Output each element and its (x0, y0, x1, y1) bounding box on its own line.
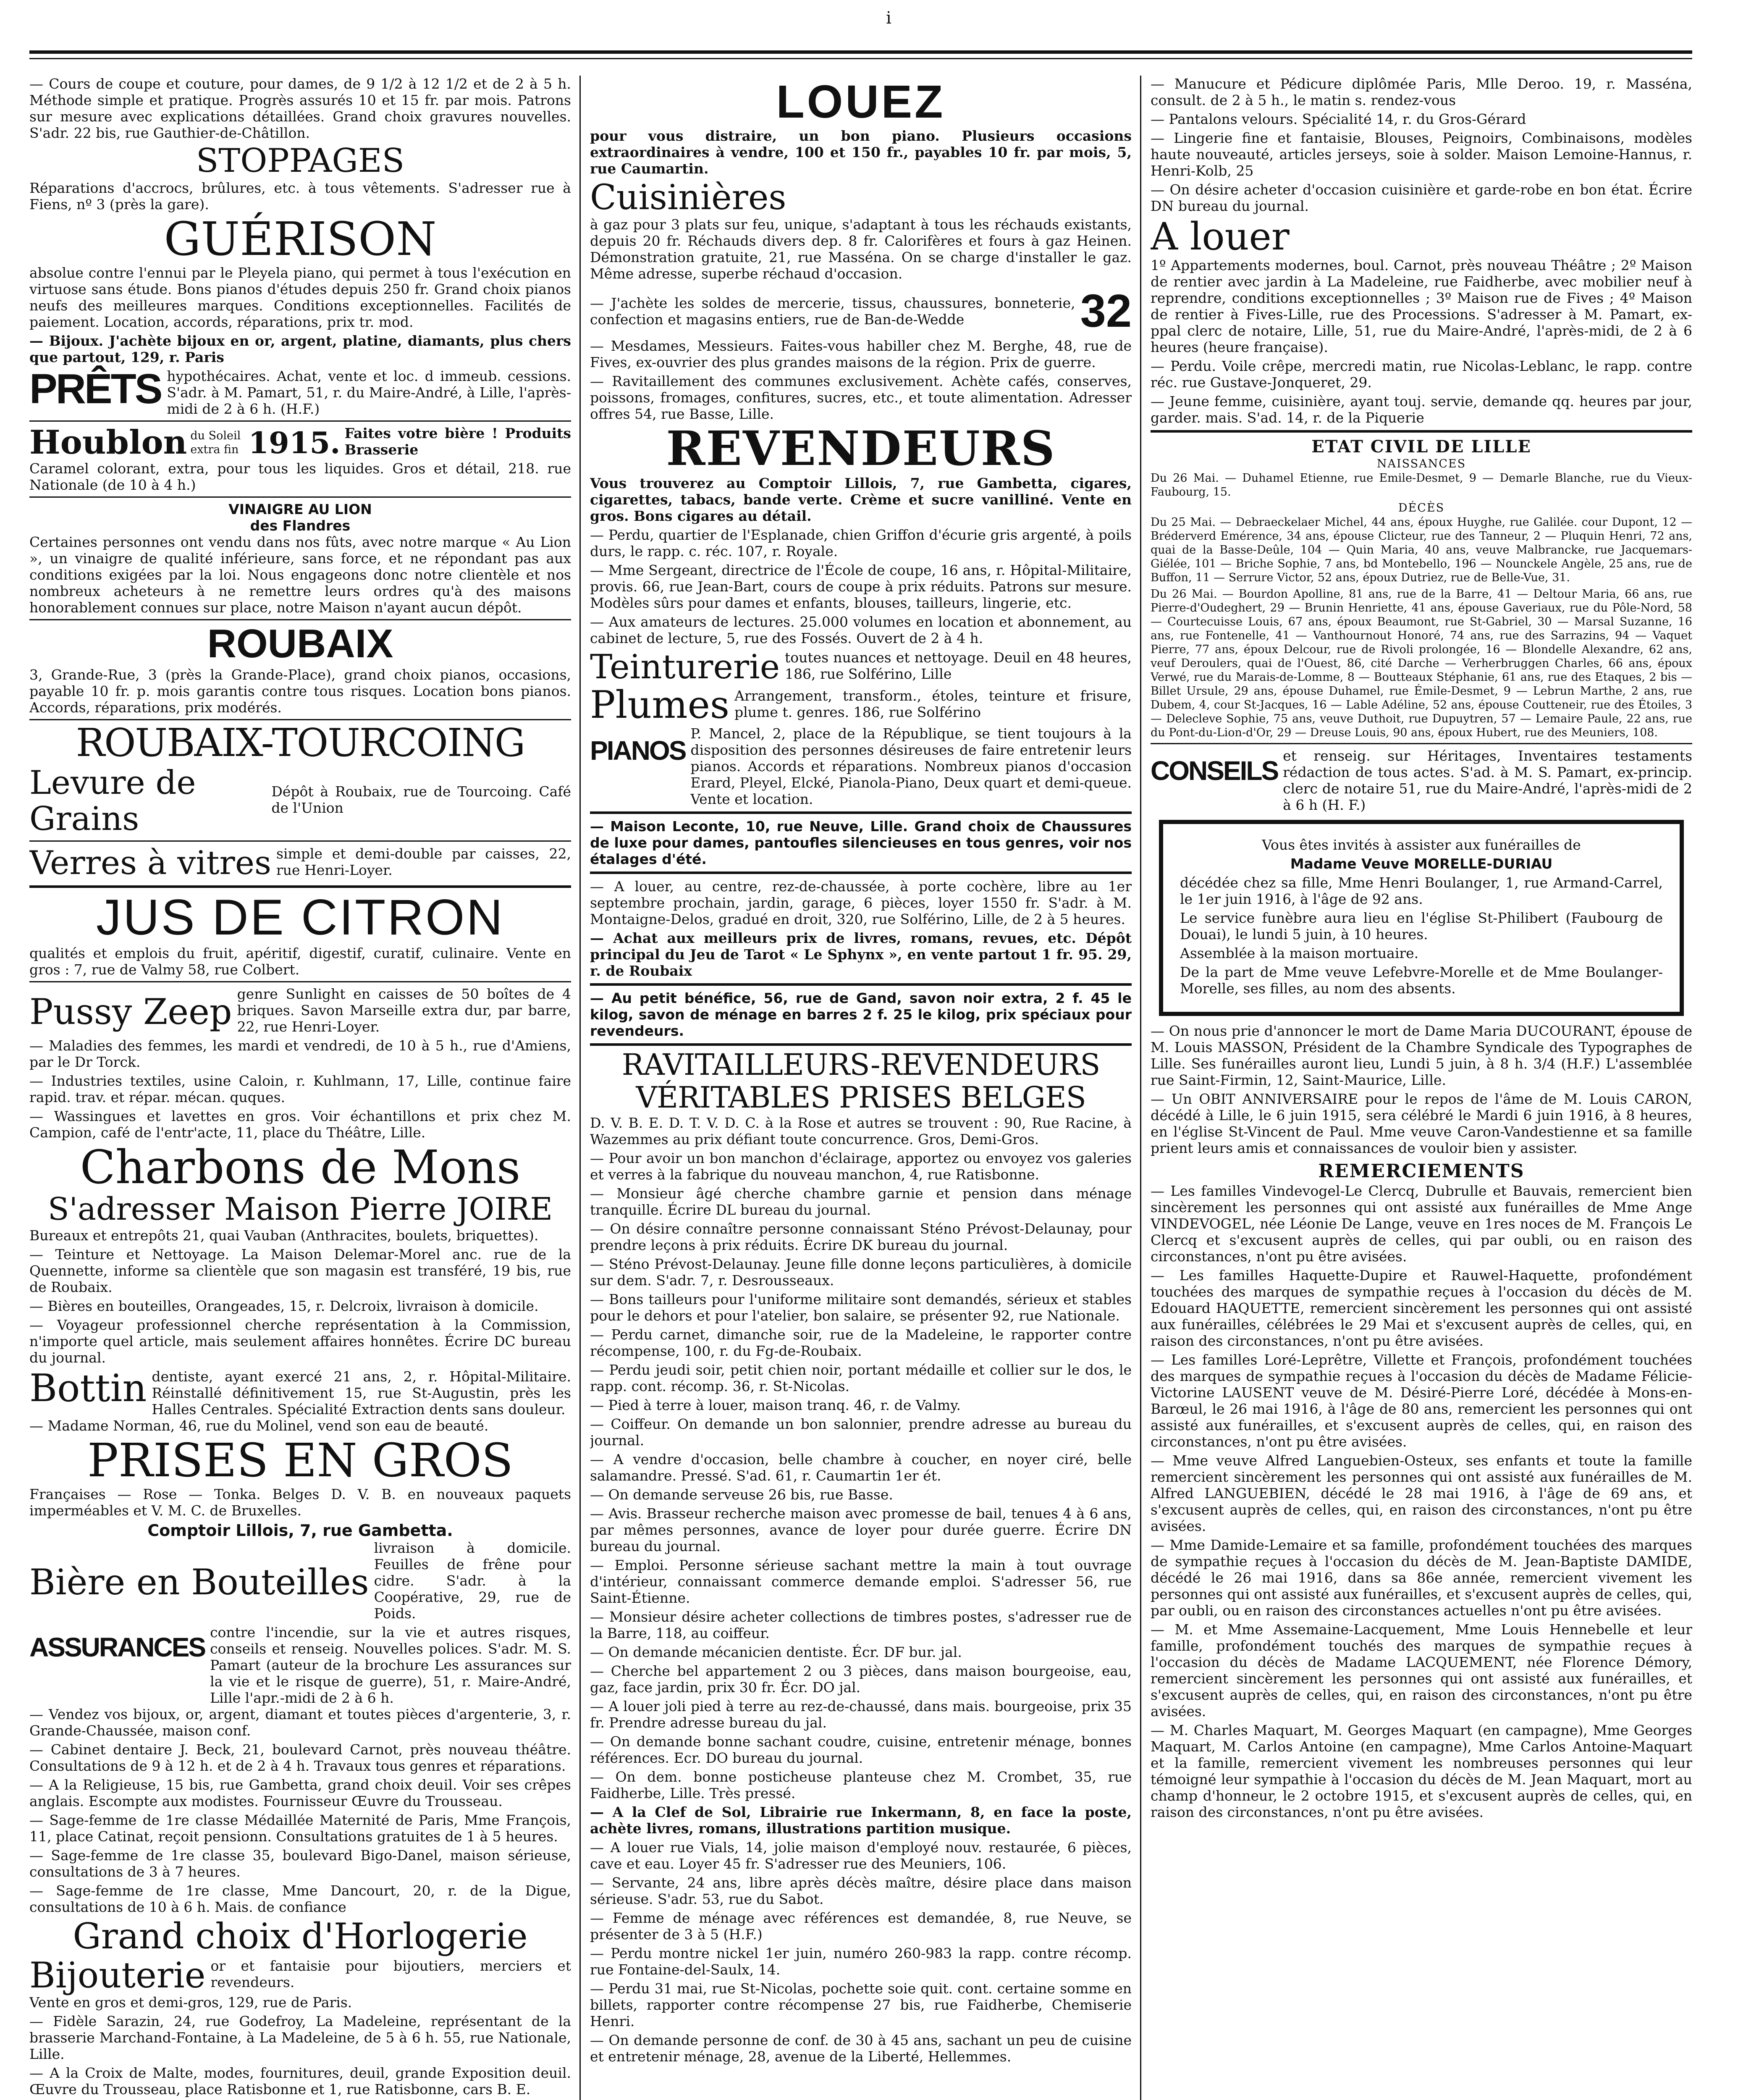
newspaper-page (29, 8, 1692, 2100)
rem3: — Les familles Loré-Leprêtre, Villette et François, profondément touchées des marques de sympathie reçues à l'occasion du décès de Madame Félicie-Victorine LAUSENT veuve de M. Désiré-Pierre Loré, décédée à Mons-en-Barœul, le 26 mai 1916, à l'âge de 80 ans, remercient les personnes qui ont assisté aux funérailles, et s'excusent auprès de celles, qui, en raison des circonstances, n'ont pu être avisées. (1151, 1352, 1692, 1450)
louer-title: A louer (1151, 215, 1290, 259)
ad-roubaix: 3, Grande-Rue, 3 (près la Grande-Place), grand choix pianos, occasions, payable 10 fr. p. mois garantis contre tous risques. Location bons pianos. Accords, réparations, prix modérés. (29, 667, 571, 716)
folio: i (886, 8, 891, 28)
ad-religieuse: — A la Religieuse, 15 bis, rue Gambetta, grand choix deuil. Voir ses crêpes anglais. Escompte aux modistes. Fournisseur Œuvre du Trousseau. (29, 1777, 571, 1809)
rem6: — M. et Mme Assemaine-Lacquement, Mme Louis Hennebelle et leur famille, profondément touchés des marques de sympathie reçues à l'occasion du décès de Madame LACQUEMENT, née Florence Démory, remercient sincèrement les personnes qui ont assisté aux funérailles, et s'excusent auprès de celles, qui, en raison des circonstances, n'ont pu être avisées. (1151, 1621, 1692, 1719)
ad-voyageur: — Voyageur professionnel cherche représentation à la Commission, n'importe quel article, mais seulement affaires honnêtes. Écrire DC bureau du journal. (29, 1317, 571, 1366)
pianos-title: PIANOS (590, 735, 686, 766)
verres-title: Verres à vitres (29, 844, 272, 882)
ad-mesdames: — Mesdames, Messieurs. Faites-vous habiller chez M. Berghe, 48, rue de Fives, ex-ouvrier des plus grandes maisons de la région. Prix de guerre. (590, 338, 1132, 370)
ad-industries: — Industries textiles, usine Caloin, r. Kuhlmann, 17, Lille, continue faire rapid. trav. et répar. mécan. quques. (29, 1073, 571, 1105)
ad-assurances (29, 1624, 571, 1706)
ad-prises: Françaises — Rose — Tonka. Belges D. V. B. en nouveaux paquets imperméables et V. M. C. de Bruxelles. (29, 1486, 571, 1519)
joire-title: S'adresser Maison Pierre JOIRE (47, 1191, 553, 1227)
deces-text2: Du 26 Mai. — Bourdon Apolline, 81 ans, rue de la Barre, 41 — Deltour Maria, 66 ans, rue Pierre-d'Oudeghert, 29 — Brunin Henriette, 41 ans, épouse Gaveriaux, rue du Pôle-Nord, 58 — Courtecuisse Louis, 67 ans, époux Beaumont, rue St-Gabriel, 30 — Marsal Suzanne, 16 ans, rue Fontenelle, 41 — Vanthournout Honoré, 74 ans, rue des Sarrazins, 94 — Vaquet Pierre, 77 ans, époux Delcour, rue de Rivoli prolongée, 16 — Blondelle Alexandre, 62 ans, veuf Deroulers, quai de l'Ouest, 86, cité Darche — Verherbruggen Charles, 66 ans, époux Verwé, rue du Marais-de-Lomme, 8 — Boutteaux Stéphanie, 61 ans, rue des Etaques, 2 bis — Billet Ursule, 29 ans, épouse Duhamel, rue Émile-Desmet, 9 — Lebrun Marthe, 2 ans, rue Dubem, 4, cour St-Jacques, 16 — Lable Adéline, 52 ans, épouse Coutteneir, rue des Étoiles, 3 — Delecleve Sophie, 75 ans, veuve Duthoit, rue Dupuytren, 57 — Lemaire Paule, 22 ans, rue du Pont-du-Lion-d'Or, 29 — Dreuse Louis, 90 ans, époux Hubert, rue des Meuniers, 108. (1151, 588, 1692, 739)
ad-steno2: — Sténo Prévost-Delaunay. Jeune fille donne leçons particulières, à domicile sur dem. S'adr. 7, r. Desrousseaux. (590, 1256, 1132, 1289)
ad-guerison: absolue contre l'ennui par le Pleyela piano, qui permet à tous l'exécution en virtuose sans étude. Bons pianos d'études depuis 250 fr. Grand choix pianos neufs des meilleures marques. Conditions exceptionnelles. Facilités de paiement. Location, accords, réparations, prix tr. mod. (29, 265, 571, 330)
ad-pied: — Pied à terre à louer, maison tranq. 46, r. de Valmy. (590, 1397, 961, 1413)
ad-steno: — On désire connaître personne connaissant Sténo Prévost-Delaunay, pour prendre leçons à prix réduits. Écrire DK bureau du journal. (590, 1221, 1132, 1253)
ad-louer-centre: — A louer, au centre, rez-de-chaussée, à porte cochère, libre au 1er septembre prochain, jardin, garage, 6 pièces, loyer 1550 fr. S'adr. à M. Montaigne-Delos, gradué en droit, 320, rue Solférino, Lille, de 2 à 5 heures. (590, 878, 1132, 927)
rem1: — Les familles Vindevogel-Le Clercq, Dubrulle et Bauvais, remercient bien sincèrement les personnes qui ont assisté aux funérailles de Mme Ange VINDEVOGEL, née Léonie De Lange, veuve en 1res noces de M. François Le Clercq et s'excusent auprès de celles, qui par oubli, ou en raison des circonstances, n'ont pu être avisées. (1151, 1183, 1692, 1265)
ad-clef-sol: — A la Clef de Sol, Librairie rue Inkermann, 8, en face la poste, achète livres, romans, illustrations partition musique. (590, 1804, 1132, 1837)
conseils-title: CONSEILS (1151, 756, 1278, 786)
ad-soldes (590, 284, 1132, 338)
bijouterie-title: Bijouterie (29, 1955, 206, 1996)
ad-stoppages: Réparations d'accrocs, brûlures, etc. à tous vêtements. S'adresser rue à Fiens, nº 3 (près la gare). (29, 180, 571, 213)
ad-tailleurs: — Bons tailleurs pour l'uniforme militaire sont demandés, sérieux et stables pour le dehors et pour l'atelier, bon salaire, se présenter 92, rue Nationale. (590, 1291, 1132, 1324)
top-rule-thin (29, 58, 1692, 59)
ad-perdu: — Perdu. Voile crêpe, mercredi matin, rue Nicolas-Leblanc, le rapp. contre réc. rue Gustave-Jonqueret, 29. (1151, 358, 1692, 391)
column-divider (579, 76, 581, 2100)
ad-lingerie: — Lingerie fine et fantaisie, Blouses, Peignoirs, Combinaisons, modèles haute nouveauté, articles jerseys, soie à solder. Maison Lemoine-Hannus, r. Henri-Kolb, 25 (1151, 130, 1692, 179)
ad-benefice: — Au petit bénéfice, 56, rue de Gand, savon noir extra, 2 f. 45 le kilog, savon de ménage en barres 2 f. 25 le kilog, prix spéciaux pour revendeurs. (590, 990, 1132, 1039)
rem2: — Les familles Haquette-Dupire et Rauwel-Haquette, profondément touchées des marques de sympathie reçues à l'occasion du décès de M. Edouard HAQUETTE, remercient sincèrement les personnes qui ont assisté aux funérailles, célébrées le 29 Mai et s'excusent auprès de celles, qui, en raison des circonstances, n'ont pu être avisées. (1151, 1267, 1692, 1349)
ad-cabinet: — Cabinet dentaire J. Beck, 21, boulevard Carnot, près nouveau théâtre. Consultations de 9 à 12 h. et de 2 à 4 h. Travaux tous genres et réparations. (29, 1741, 571, 1774)
pussy-text: genre Sunlight en caisses de 50 boîtes de 4 briques. Savon Marseille extra dur, par barre, 22, rue Henri-Loyer. (237, 986, 571, 1035)
notice-text3: Assemblée à la maison mortuaire. (1180, 945, 1419, 961)
bottin-title: Bottin (29, 1366, 147, 1410)
divider (29, 496, 571, 498)
notice-name: Madame Veuve MORELLE-DURIAU (1290, 856, 1553, 872)
ad-bieres: — Bières en bouteilles, Orangeades, 15, r. Delcroix, livraison à domicile. (29, 1298, 539, 1314)
houblon-text: Caramel colorant, extra, pour tous les liquides. Gros et détail, 218. rue Nationale (de 10 à 4 h.) (29, 460, 571, 493)
divider (590, 811, 1132, 814)
stoppages-title: STOPPAGES (196, 142, 405, 180)
ad-cuisinieres (590, 179, 1132, 216)
ad-timbres: — Monsieur désire acheter collections de timbres postes, s'adresser rue de la Barre, 118, au coiffeur. (590, 1609, 1132, 1641)
divider (590, 872, 1132, 874)
ad-levure (29, 765, 571, 837)
ad-emploi: — Emploi. Personne sérieuse sachant mettre la main à tout ouvrage d'intérieur, connaissant commerce demande emploi. S'adresser 56, rue Saint-Étienne. (590, 1557, 1132, 1606)
ad-manucure: — Manucure et Pédicure diplômée Paris, Mlle Deroo. 19, r. Masséna, consult. de 2 à 5 h., le matin s. rendez-vous (1151, 76, 1692, 108)
prises-title: PRISES EN GROS (87, 1433, 513, 1487)
ad-wassingues: — Wassingues et lavettes en gros. Voir échantillons et prix chez M. Campion, café de l'entr'acte, 11, place du Théâtre, Lille. (29, 1108, 571, 1141)
notice-text4: De la part de Mme veuve Lefebvre-Morelle et de Mme Boulanger-Morelle, ses filles, au nom des absents. (1180, 964, 1663, 997)
remerciements-title: REMERCIEMENTS (1318, 1160, 1525, 1182)
ad-jus: qualités et emplois du fruit, apéritif, digestif, curatif, culinaire. Vente en gros : 7, rue de Valmy 58, rue Colbert. (29, 945, 571, 978)
divider (29, 619, 571, 620)
ad-sagefemme3: — Sage-femme de 1re classe, Mme Dancourt, 20, r. de la Digue, consultations de 10 à 6 h. Mais. de confiance (29, 1882, 571, 1915)
levure-text: Dépôt à Roubaix, rue de Tourcoing. Café de l'Union (271, 783, 571, 816)
ad-femme-menage: — Femme de ménage avec références est demandée, 8, rue Neuve, se présenter de 3 à 5 (H.F.) (590, 1910, 1132, 1942)
ad-fidele: — Fidèle Sarazin, 24, rue Godefroy, La Madeleine, représentant de la brasserie Marchand-Fontaine, à La Madeleine, de 5 à 6 h. 55, rue Nationale, Lille. (29, 2013, 571, 2062)
louez-title: LOUEZ (776, 76, 946, 128)
ad-amateurs: — Aux amateurs de lectures. 25.000 volumes en location et abonnement, au cabinet de lecture, 5, rue des Fossés. Ouvert de 2 à 4 h. (590, 614, 1132, 646)
ad-biere (29, 1540, 571, 1624)
ad-mecanicien: — On demande mécanicien dentiste. Écr. DF bur. jal. (590, 1644, 962, 1660)
plumes-text: Arrangement, transform., étoles, teinture et frisure, plume t. genres. 186, rue Solférino (734, 688, 1132, 720)
ad-perdu2: — Perdu carnet, dimanche soir, rue de la Madeleine, le rapporter contre récompense, 100, r. du Fg-de-Roubaix. (590, 1326, 1132, 1359)
naissances-title: NAISSANCES (1376, 457, 1466, 470)
ad-conseils (1151, 748, 1692, 813)
bijouterie-text: or et fantaisie pour bijoutiers, merciers et revendeurs. (210, 1958, 571, 1990)
ad-joire: Bureaux et entrepôts 21, quai Vauban (Anthracites, boulets, briquettes). (29, 1227, 539, 1244)
ad-obit: — Un OBIT ANNIVERSAIRE pour le repos de l'âme de M. Louis CARON, décédé à Lille, le 6 juin 1915, sera célébré le Mardi 6 juin 1916, à 8 heures, en l'église St-Vincent de Paul. Mme veuve Caron-Vandestienne et sa famille prient leurs amis et connaissances de vouloir bien y assister. (1151, 1091, 1692, 1156)
notice-text1: décédée chez sa fille, Mme Henri Boulanger, 1, rue Armand-Carrel, le 1er juin 1916, à l'âge de 92 ans. (1180, 874, 1663, 907)
ad-pension: — On demande personne de conf. de 30 à 45 ans, sachant un peu de cuisine et entretenir ménage, 28, avenue de la Liberté, Hellemmes. (590, 2032, 1132, 2065)
top-rule (29, 50, 1692, 54)
ad-pour-avoir: — Pour avoir un bon manchon d'éclairage, apportez ou envoyez vos galeries et verres à la fabrique du nouveau manchon, 4, rue Ratisbonne. (590, 1150, 1132, 1183)
houblon-title: Houblon (29, 423, 187, 462)
divider (590, 983, 1132, 986)
divider (29, 420, 571, 422)
ad-jeune-femme: — Jeune femme, cuisinière, ayant touj. servie, demande qq. heures par jour, garder. mais. S'ad. 14, r. de la Piquerie (1151, 393, 1692, 426)
naissances-text: Du 26 Mai. — Duhamel Etienne, rue Emile-Desmet, 9 — Demarle Blanche, rue du Vieux-Faubourg, 15. (1151, 472, 1692, 499)
ad-houblon (29, 425, 571, 460)
teinturerie-title: Teinturerie (590, 647, 780, 686)
civil-title: ETAT CIVIL DE LILLE (1311, 437, 1531, 457)
ad-bijouterie (29, 1956, 571, 1994)
rem5: — Mme Damide-Lemaire et sa famille, profondément touchées des marques de sympathie reçues à l'occasion du décès de M. Jean-Baptiste DAMIDE, décédé le 26 mai 1916, dans sa 86e année, remercient vivement les personnes qui ont assisté aux funérailles, et s'excusent auprès de celles, qui, par oubli, ou en raison des circonstances actuelles n'ont pu être avisées. (1151, 1537, 1692, 1619)
ad-perdu5: — Perdu 31 mai, rue St-Nicolas, pochette soie quit. cont. certaine somme en billets, rapporter contre récompense 27 bis, rue Faidherbe, Chemiserie Henri. (590, 1980, 1132, 2029)
ad-cours: — Cours de coupe et couture, pour dames, de 9 1/2 à 12 1/2 et de 2 à 5 h. Méthode simple et pratique. Progrès assurés 10 et 15 fr. par mois. Patrons sur mesure avec explications détaillées. Grand choix gravures nouvelles. S'adr. 22 bis, rue Gauthier-de-Châtillon. (29, 76, 571, 141)
verres-text: simple et demi-double par caisses, 22, rue Henri-Loyer. (276, 845, 571, 878)
horlogerie-title: Grand choix d'Horlogerie (73, 1916, 528, 1957)
assurances-title: ASSURANCES (29, 1632, 205, 1662)
pianos-text: P. Mancel, 2, place de la République, se tient toujours à la disposition des personnes désireuses de faire entretenir leurs pianos. Accords et réparations. Nombreux pianos d'occasion Erard, Pleyel, Elcké, Pianola-Piano, Deux quart et demi-queue. Vente et location. (690, 725, 1132, 807)
biere-title: Bière en Bouteilles (29, 1561, 369, 1603)
column-3 (1151, 76, 1692, 2100)
ad-avis: — Avis. Brasseur recherche maison avec promesse de bail, tenues 4 à 6 ans, par mêmes personnes, avance de loyer pour durée guerre. Écrire DN bureau du journal. (590, 1505, 1132, 1554)
ad-louer-joli: — A louer joli pied à terre au rez-de-chaussé, dans mais. bourgeoise, prix 35 fr. Prendre adresse bureau du jal. (590, 1698, 1132, 1731)
biere-text: livraison à domicile. Feuilles de frêne pour cidre. S'adr. à la Coopérative, 29, rue de Poids. (374, 1540, 571, 1622)
roubaix-title: ROUBAIX (207, 621, 393, 666)
ad-verres (29, 845, 571, 881)
divider (590, 1043, 1132, 1046)
levure-title: Levure de Grains (29, 764, 196, 838)
prets-text: hypothécaires. Achat, vente et loc. d immeub. cessions. S'adr. à M. Pamart, 51, r. du Maire-André, à Lille, l'après-midi de 2 à 6 h. (H.F.) (167, 368, 571, 417)
comptoir: Comptoir Lillois, 7, rue Gambetta. (147, 1521, 453, 1540)
ad-norman: — Madame Norman, 46, rue du Molinel, vend son eau de beauté. (29, 1418, 489, 1434)
notice-intro: Vous êtes invités à assister aux funérailles de (1262, 837, 1581, 853)
notice-text2: Le service funèbre aura lieu en l'église St-Philibert (Faubourg de Douai), le lundi 5 juin, à 10 heures. (1180, 910, 1663, 942)
soldes-text: — J'achète les soldes de mercerie, tissus, chaussures, bonneterie, confection et magasins entiers, rue de Ban-de-Wedde (590, 294, 1075, 328)
ad-maladies: — Maladies des femmes, les mardi et vendredi, de 10 à 5 h., rue d'Amiens, par le Dr Torck. (29, 1037, 571, 1070)
cuisinieres-title: Cuisinières (590, 178, 786, 218)
ad-ducourant: — On nous prie d'annoncer le mort de Dame Maria DUCOURANT, épouse de M. Louis MASSON, Président de la Chambre Syndicale des Typographes de Lille. Ses funérailles auront lieu, Lundi 5 juin, à 8 h. 3/4 (H.F.) L'assemblée rue Saint-Firmin, 12, Saint-Maurice, Lille. (1151, 1023, 1692, 1088)
ad-perdu1: — Perdu, quartier de l'Esplanade, chien Griffon d'écurie gris argenté, à poils durs, le rapp. c. réc. 107, r. Royale. (590, 527, 1132, 559)
ad-sagefemme1: — Sage-femme de 1re classe Médaillée Maternité de Paris, Mme François, 11, place Catinat, reçoit pensionn. Consultations gratuites de 1 à 5 heures. (29, 1812, 571, 1845)
revendeurs-title: REVENDEURS (666, 421, 1056, 476)
pussy-title: Pussy Zeep (29, 991, 232, 1032)
ad-serveuse: — On demande serveuse 26 bis, rue Basse. (590, 1486, 893, 1503)
ad-sergeant: — Mme Sergeant, directrice de l'École de coupe, 16 ans, r. Hôpital-Militaire, provis. 66, rue Jean-Bart, cours de coupe à prix réduits. Patrons sur mesure. Modèles sûrs pour dames et enfants, blouses, tailleurs, lingerie, etc. (590, 562, 1132, 611)
plumes-title: Plumes (590, 683, 730, 727)
conseils-text: et renseig. sur Héritages, Inventaires testaments rédaction de tous actes. S'ad. à M. S. Pamart, ex-princip. clerc de notaire 51, rue du Maire-André, l'après-midi de 2 à 6 h (H. F.) (1283, 748, 1692, 813)
deces-text1: Du 25 Mai. — Debraeckelaer Michel, 44 ans, époux Huyghe, rue Galilée. cour Dupont, 12 — Bréderverd Emérence, 34 ans, épouse Clicteur, rue des Tanneur, 2 — Pluquin Henri, 72 ans, quai de la Basse-Deûle, 104 — Quin Maria, 40 ans, veuve Malbrancke, rue Jacquemars-Giélée, 101 — Briche Sophie, 7 ans, bd Montebello, 196 — Nounckele Angèle, 25 ans, rue de Buffon, 11 — Serrure Victor, 52 ans, époux Dutriez, rue de Belle-Vue, 31. (1151, 516, 1692, 584)
ad-sagefemme2: — Sage-femme de 1re classe 35, boulevard Bigo-Danel, maison sérieuse, consultations de 3 à 7 heures. (29, 1847, 571, 1880)
ad-vials: — A louer rue Vials, 14, jolie maison d'employé nouv. restaurée, 6 pièces, cave et eau. Loyer 45 fr. S'adresser rue des Meuniers, 106. (590, 1839, 1132, 1872)
ad-revendeurs: Vous trouverez au Comptoir Lillois, 7, rue Gambetta, cigares, cigarettes, tabacs, bande verte. Crème et sucre vanilliné. Vente en gros. Bons cigares au détail. (590, 475, 1132, 524)
guerison-title: GUÉRISON (164, 212, 437, 266)
bottin-text: dentiste, ayant exercé 21 ans, 2, r. Hôpital-Militaire. Réinstallé définitivement 15, rue St-Augustin, près les Halles Centrales. Spécialité Extraction dents sans douleur. (152, 1368, 571, 1418)
ad-perdu3: — Perdu jeudi soir, petit chien noir, portant médaille et collier sur le dos, le rapp. cont. récomp. 36, r. St-Nicolas. (590, 1362, 1132, 1394)
vinaigre-sub: des Flandres (250, 517, 351, 534)
rav-title: RAVITAILLEURS-REVENDEURS (621, 1047, 1100, 1082)
ad-teinturerie (590, 649, 1132, 685)
ad-ravitaillement: — Ravitaillement des communes exclusivement. Achète cafés, conserves, poissons, fromages, confitures, sucres, etc., et toute alimentation. Adresser offres 54, rue Basse, Lille. (590, 373, 1132, 422)
soldes-number: 32 (1080, 285, 1132, 337)
ad-vinaigre: Certaines personnes ont vendu dans nos fûts, avec notre marque « Au Lion », un vinaigre de qualité inférieure, sans force, et ne répondant pas aux conditions exigées par la loi. Nous engageons donc notre clientèle et nos nombreux acheteurs à ne remettre leurs ordres qu'à des maisons honorablement connues sur place, notre Maison n'ayant aucun dépôt. (29, 534, 571, 616)
assurances-text: contre l'incendie, sur la vie et autres risques, conseils et renseig. Nouvelles polices. S'adr. M. S. Pamart (auteur de la brochure Les assurances sur la vie et le risque de guerre), 51, r. Maire-André, Lille l'apr.-midi de 2 à 6 h. (210, 1624, 571, 1706)
rt-title: ROUBAIX-TOURCOING (76, 720, 525, 765)
rem7: — M. Charles Maquart, M. Georges Maquart (en campagne), Mme Georges Maquart, M. Carlos Antoine (en campagne), Mme Carlos Antoine-Maquart et la famille, remercient vivement les nombreuses personnes qui leur témoigné leur sympathie à l'occasion du décès de M. Jean Maquart, mort au champ d'honneur, le 2 octobre 1915, et s'excusent auprès de celles, qui, en raison des circonstances, n'ont pu être avisées. (1151, 1722, 1692, 1820)
column-2 (590, 76, 1132, 2100)
jus-title: JUS DE CITRON (96, 889, 505, 945)
ad-louer (1151, 217, 1692, 257)
prets-title: PRÊTS (29, 365, 161, 412)
deces-title: DÉCÈS (1398, 501, 1445, 514)
ad-acheter: — On désire acheter d'occasion cuisinière et garde-robe en bon état. Écrire DN bureau du journal. (1151, 181, 1692, 214)
ad-achat: — Achat aux meilleurs prix de livres, romans, revues, etc. Dépôt principal du Jeu de Tarot « Le Sphynx », en vente partout 1 fr. 95. 29, r. de Roubaix (590, 930, 1132, 979)
louer-text: 1º Appartements modernes, boul. Carnot, près nouveau Théâtre ; 2º Maison de rentier avec jardin à La Madeleine, rue Faidherbe, avec mobilier neuf à reprendre, conditions exceptionnelles ; 3º Maison rue de Fives ; 4º Maison de rentier à Fives-Lille, rue des Processions. S'adresser à M. Pamart, ex-ppal clerc de notaire, Lille, 51, rue du Maire-André, l'après-midi, de 2 à 6 heures (heure française). (1151, 257, 1692, 355)
ad-bonne-postiche: — On dem. bonne posticheuse planteuse chez M. Crombet, 35, rue Faidherbe, Lille. Très pressé. (590, 1769, 1132, 1801)
ad-bottin (29, 1368, 571, 1418)
divider (29, 840, 571, 842)
ad-prets (29, 365, 571, 417)
rem4: — Mme veuve Alfred Languebien-Osteux, ses enfants et toute la famille remercient sincèrement les personnes qui ont assisté aux funérailles de M. Alfred LANGUEBIEN, décédé le 28 mai 1916, à l'âge de 69 ans, et s'excusent auprès de celles, qui, en raison des circonstances, n'ont pu être avisées. (1151, 1452, 1692, 1534)
vinaigre-title: VINAIGRE AU LION (228, 501, 372, 517)
funeral-notice (1159, 820, 1684, 1016)
ad-appartement: — Cherche bel appartement 2 ou 3 pièces, dans maison bourgeoise, eau, gaz, face jardin, prix 30 fr. Écr. DO jal. (590, 1663, 1132, 1696)
ad-leconte: — Maison Leconte, 10, rue Neuve, Lille. Grand choix de Chaussures de luxe pour dames, pantoufles silencieuses en tous genres, voir nos étalages d'été. (590, 818, 1132, 867)
column-1 (29, 76, 571, 2100)
houblon-small: du Soleil extra fin (190, 429, 241, 456)
ad-vendre-occasion: — A vendre d'occasion, belle chambre à coucher, en noyer ciré, belle salamandre. Pressé. S'ad. 61, r. Caumartin 1er ét. (590, 1451, 1132, 1484)
ad-croix: — A la Croix de Malte, modes, fournitures, deuil, grande Exposition deuil. Œuvre du Trousseau, place Ratisbonne et 1, rue Ratisbonne, cars B. E. (29, 2065, 571, 2097)
teinturerie-text: toutes nuances et nettoyage. Deuil en 48 heures, 186, rue Solférino, Lille (785, 649, 1132, 682)
ad-louez: pour vous distraire, un bon piano. Plusieurs occasions extraordinaires à vendre, 100 et 150 fr., payables 10 fr. par mois, 5, rue Caumartin. (590, 128, 1132, 177)
column-divider (1140, 76, 1141, 2100)
houblon-right: Faites votre bière ! Produits Brasserie (344, 425, 571, 458)
divider (1151, 430, 1692, 433)
ad-pantalons: — Pantalons velours. Spécialité 14, r. du Gros-Gérard (1151, 111, 1526, 127)
ad-teinture: — Teinture et Nettoyage. La Maison Delemar-Morel anc. rue de la Quennette, informe sa clientèle que son magasin est transféré, 19 bis, rue de Roubaix. (29, 1246, 571, 1295)
ad-pianos (590, 725, 1132, 807)
ad-dvb: D. V. B. E. D. T. V. D. C. à la Rose et autres se trouvent : 90, Rue Racine, à Wazemmes au prix défiant toute concurrence. Gros, Demi-Gros. (590, 1115, 1132, 1147)
divider (1151, 743, 1692, 744)
ad-perdu4: — Perdu montre nickel 1er juin, numéro 260-983 la rapp. contre récomp. rue Fontaine-del-Saulx, 14. (590, 1945, 1132, 1978)
cuisinieres-text: à gaz pour 3 plats sur feu, unique, s'adaptant à tous les réchauds existants, depuis 20 fr. Réchauds divers dep. 8 fr. Calorifères et fours à gaz Heinen. Démonstration gratuite, 21, rue Masséna. On se charge d'installer le gaz. Même adresse, superbe réchaud d'occasion. (590, 216, 1132, 282)
ad-monsieur-age: — Monsieur âgé cherche chambre garnie et pension dans ménage tranquille. Écrire DL bureau du journal. (590, 1185, 1132, 1218)
ad-plumes (590, 685, 1132, 725)
charbons-title: Charbons de Mons (80, 1140, 521, 1194)
divider (29, 885, 571, 888)
ad-coiffeur: — Coiffeur. On demande un bon salonnier, prendre adresse au bureau du journal. (590, 1416, 1132, 1449)
houblon-year: 1915. (248, 425, 341, 460)
divider (29, 981, 571, 982)
ad-bonne: — On demande bonne sachant coudre, cuisine, entretenir ménage, bonnes références. Ecr. DO bureau du journal. (590, 1733, 1132, 1766)
veritables-title: VÉRITABLES PRISES BELGES (636, 1080, 1086, 1115)
bijouterie-text2: Vente en gros et demi-gros, 129, rue de Paris. (29, 1994, 352, 2011)
ad-vendez: — Vendez vos bijoux, or, argent, diamant et toutes pièces d'argenterie, 3, r. Grande-Chaussée, maison conf. (29, 1706, 571, 1739)
ad-pussy (29, 986, 571, 1037)
ad-servante: — Servante, 24 ans, libre après décès maître, désire place dans maison sérieuse. S'adr. 53, rue du Sabot. (590, 1874, 1132, 1907)
ad-bijoux: — Bijoux. J'achète bijoux en or, argent, platine, diamants, plus chers que partout, 129, r. Paris (29, 333, 571, 365)
